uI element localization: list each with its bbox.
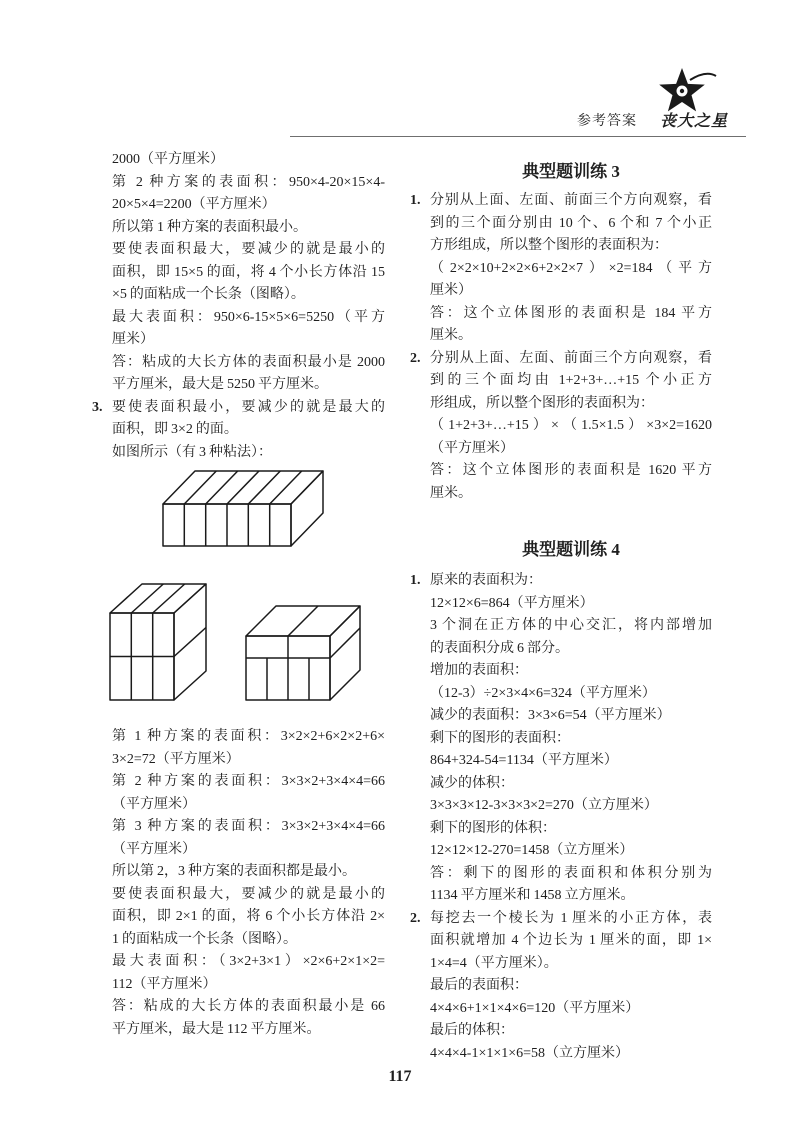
answer-line: 3×2=72（平方厘米） xyxy=(112,751,240,767)
answer-line: （2×2×10+2×2×6+2×2×7）×2=184（平方 xyxy=(430,260,712,276)
answer-line: （12-3）÷2×3×4×6=324（平方厘米） xyxy=(430,685,656,701)
item-number: 1. xyxy=(410,573,421,588)
answer-line: 剩下的图形的体积： xyxy=(430,820,556,836)
answer-line: 2000（平方厘米） xyxy=(112,152,224,167)
page-number: 117 xyxy=(388,1068,412,1085)
answer-line: 剩下的图形的表面积： xyxy=(430,730,570,746)
answer-line: 分别从上面、左面、前面三个方向观察，看 xyxy=(430,350,712,366)
answer-line: 最后的表面积： xyxy=(430,978,528,993)
answer-line: 减少的体积： xyxy=(430,775,514,791)
answer-line: 平方厘米，最大是 112 平方厘米。 xyxy=(112,1021,321,1037)
answer-line: 厘米） xyxy=(112,332,154,347)
section-title-3: 典型题训练 3 xyxy=(522,162,620,181)
answer-line: 如图所示（有 3 种粘法）： xyxy=(112,444,272,460)
answer-line: 答：剩下的图形的表面积和体积分别为 xyxy=(430,865,712,881)
gluing-figures xyxy=(100,460,380,710)
item-number: 2. xyxy=(410,910,421,926)
answer-line: 要使表面积最小，要减少的就是最大的 xyxy=(112,399,385,415)
answer-line: 最后的体积： xyxy=(430,1023,514,1038)
item-number: 1. xyxy=(410,193,421,208)
section3-item-2 xyxy=(410,348,712,506)
answer-line: 第 2 种方案的表面积：3×3×2+3×4×4=66 xyxy=(112,774,385,789)
answer-line: 增加的表面积： xyxy=(430,663,528,678)
answer-line: 最大表面积：950×6-15×5×6=5250（平方 xyxy=(112,309,385,325)
answer-line: 要使表面积最大，要减少的就是最小的 xyxy=(112,886,385,902)
answer-line: 到的三个面分别由 10 个、6 个和 7 个小正 xyxy=(430,215,712,231)
figure-plan-1-long-bar xyxy=(163,471,323,546)
answer-line: 答：这个立体图形的表面积是 1620 平方 xyxy=(430,463,712,478)
answer-line: 要使表面积最大，要减少的就是最小的 xyxy=(112,242,385,257)
item-number: 2. xyxy=(410,350,421,366)
header-section-label: 参考答案 xyxy=(577,114,637,129)
answer-line: 12×12×6=864（平方厘米） xyxy=(430,595,594,611)
answer-line: 1 的面粘成一个长条（图略）。 xyxy=(112,931,297,947)
answer-line: 所以第 1 种方案的表面积最小。 xyxy=(112,219,307,235)
answer-line: 3×3×3×12-3×3×3×2=270（立方厘米） xyxy=(430,798,658,813)
answer-line: 分别从上面、左面、前面三个方向观察，看 xyxy=(430,193,712,208)
answer-line: 12×12×12-270=1458（立方厘米） xyxy=(430,843,634,858)
answer-line: 20×5×4=2200（平方厘米） xyxy=(112,197,276,212)
answer-line: 所以第 2，3 种方案的表面积都是最小。 xyxy=(112,864,356,879)
answer-item-3-continued xyxy=(112,726,385,1041)
star-logo-icon xyxy=(650,64,720,118)
answer-line: 4×4×6+1×1×4×6=120（平方厘米） xyxy=(430,1000,640,1016)
section3-item-1 xyxy=(410,190,712,348)
answer-line: （平方厘米） xyxy=(112,796,196,812)
answer-line: 第 2 种方案的表面积：950×4-20×15×4- xyxy=(112,174,385,190)
answer-line: （1+2+3+…+15）×（1.5×1.5）×3×2=1620 xyxy=(430,418,712,433)
header-divider xyxy=(290,136,746,137)
answer-line: 答：粘成的大长方体的表面积最小是 66 xyxy=(112,999,385,1014)
answer-line: 864+324-54=1134（平方厘米） xyxy=(430,753,618,768)
side-face xyxy=(291,471,323,546)
figure-plan-2 xyxy=(110,584,206,700)
answer-line: 到的三个面均由 1+2+3+…+15 个小正方 xyxy=(430,373,712,388)
answer-line: 第 3 种方案的表面积：3×3×2+3×4×4=66 xyxy=(112,819,385,834)
answer-line: 3 个洞在正方体的中心交汇，将内部增加 xyxy=(430,618,712,633)
answer-line: 第 1 种方案的表面积：3×2×2+6×2×2+6× xyxy=(112,729,385,744)
answer-line: 112（平方厘米） xyxy=(112,976,217,992)
answer-line: 面积，即 3×2 的面。 xyxy=(112,422,238,437)
answer-line: 面积，即 2×1 的面，将 6 个小长方体沿 2× xyxy=(112,909,385,924)
answer-line: 面积就增加 4 个边长为 1 厘米的面，即 1× xyxy=(430,933,712,948)
section-title-4: 典型题训练 4 xyxy=(522,540,620,559)
answer-line: 面积，即 15×5 的面，将 4 个小长方体沿 15 xyxy=(112,264,385,280)
item-number: 3. xyxy=(92,399,103,415)
answer-line: 方形组成，所以整个图形的表面积为： xyxy=(430,238,668,253)
answer-line: 1×4=4（平方厘米）。 xyxy=(430,955,558,971)
logo-text: 丧大之星 xyxy=(660,113,729,130)
answer-line: 形组成，所以整个图形的表面积为： xyxy=(430,395,654,411)
answer-line: （平方厘米） xyxy=(430,440,514,456)
answer-line: ×5 的面粘成一个长条（图略）。 xyxy=(112,287,305,302)
answer-line: 每挖去一个棱长为 1 厘米的小正方体，表 xyxy=(430,910,712,926)
answer-line: 1134 平方厘米和 1458 立方厘米。 xyxy=(430,888,635,903)
section4-item-2 xyxy=(410,908,712,1066)
star-logo-pupil xyxy=(680,89,684,93)
answer-line: 减少的表面积：3×3×6=54（平方厘米） xyxy=(430,708,671,723)
answer-line: 答：这个立体图形的表面积是 184 平方 xyxy=(430,305,712,321)
answer-line: 的表面积分成 6 部分。 xyxy=(430,640,569,656)
answer-item-3 xyxy=(92,397,385,465)
answer-line: 最大表面积：（3×2+3×1）×2×6+2×1×2= xyxy=(112,954,385,969)
left-continued-answer xyxy=(112,149,385,397)
answer-line: （平方厘米） xyxy=(112,841,196,857)
section4-item-1 xyxy=(410,570,712,908)
figure-plan-3 xyxy=(246,606,360,700)
star-logo-swoosh xyxy=(690,74,716,80)
answer-line: 厘米） xyxy=(430,283,472,298)
answer-line: 厘米。 xyxy=(430,485,472,501)
answer-line: 原来的表面积为： xyxy=(430,573,542,588)
answer-line: 平方厘米，最大是 5250 平方厘米。 xyxy=(112,377,328,392)
answer-line: 4×4×4-1×1×1×6=58（立方厘米） xyxy=(430,1045,630,1061)
answer-line: 答：粘成的大长方体的表面积最小是 2000 xyxy=(112,354,385,370)
answer-line: 厘米。 xyxy=(430,328,472,343)
